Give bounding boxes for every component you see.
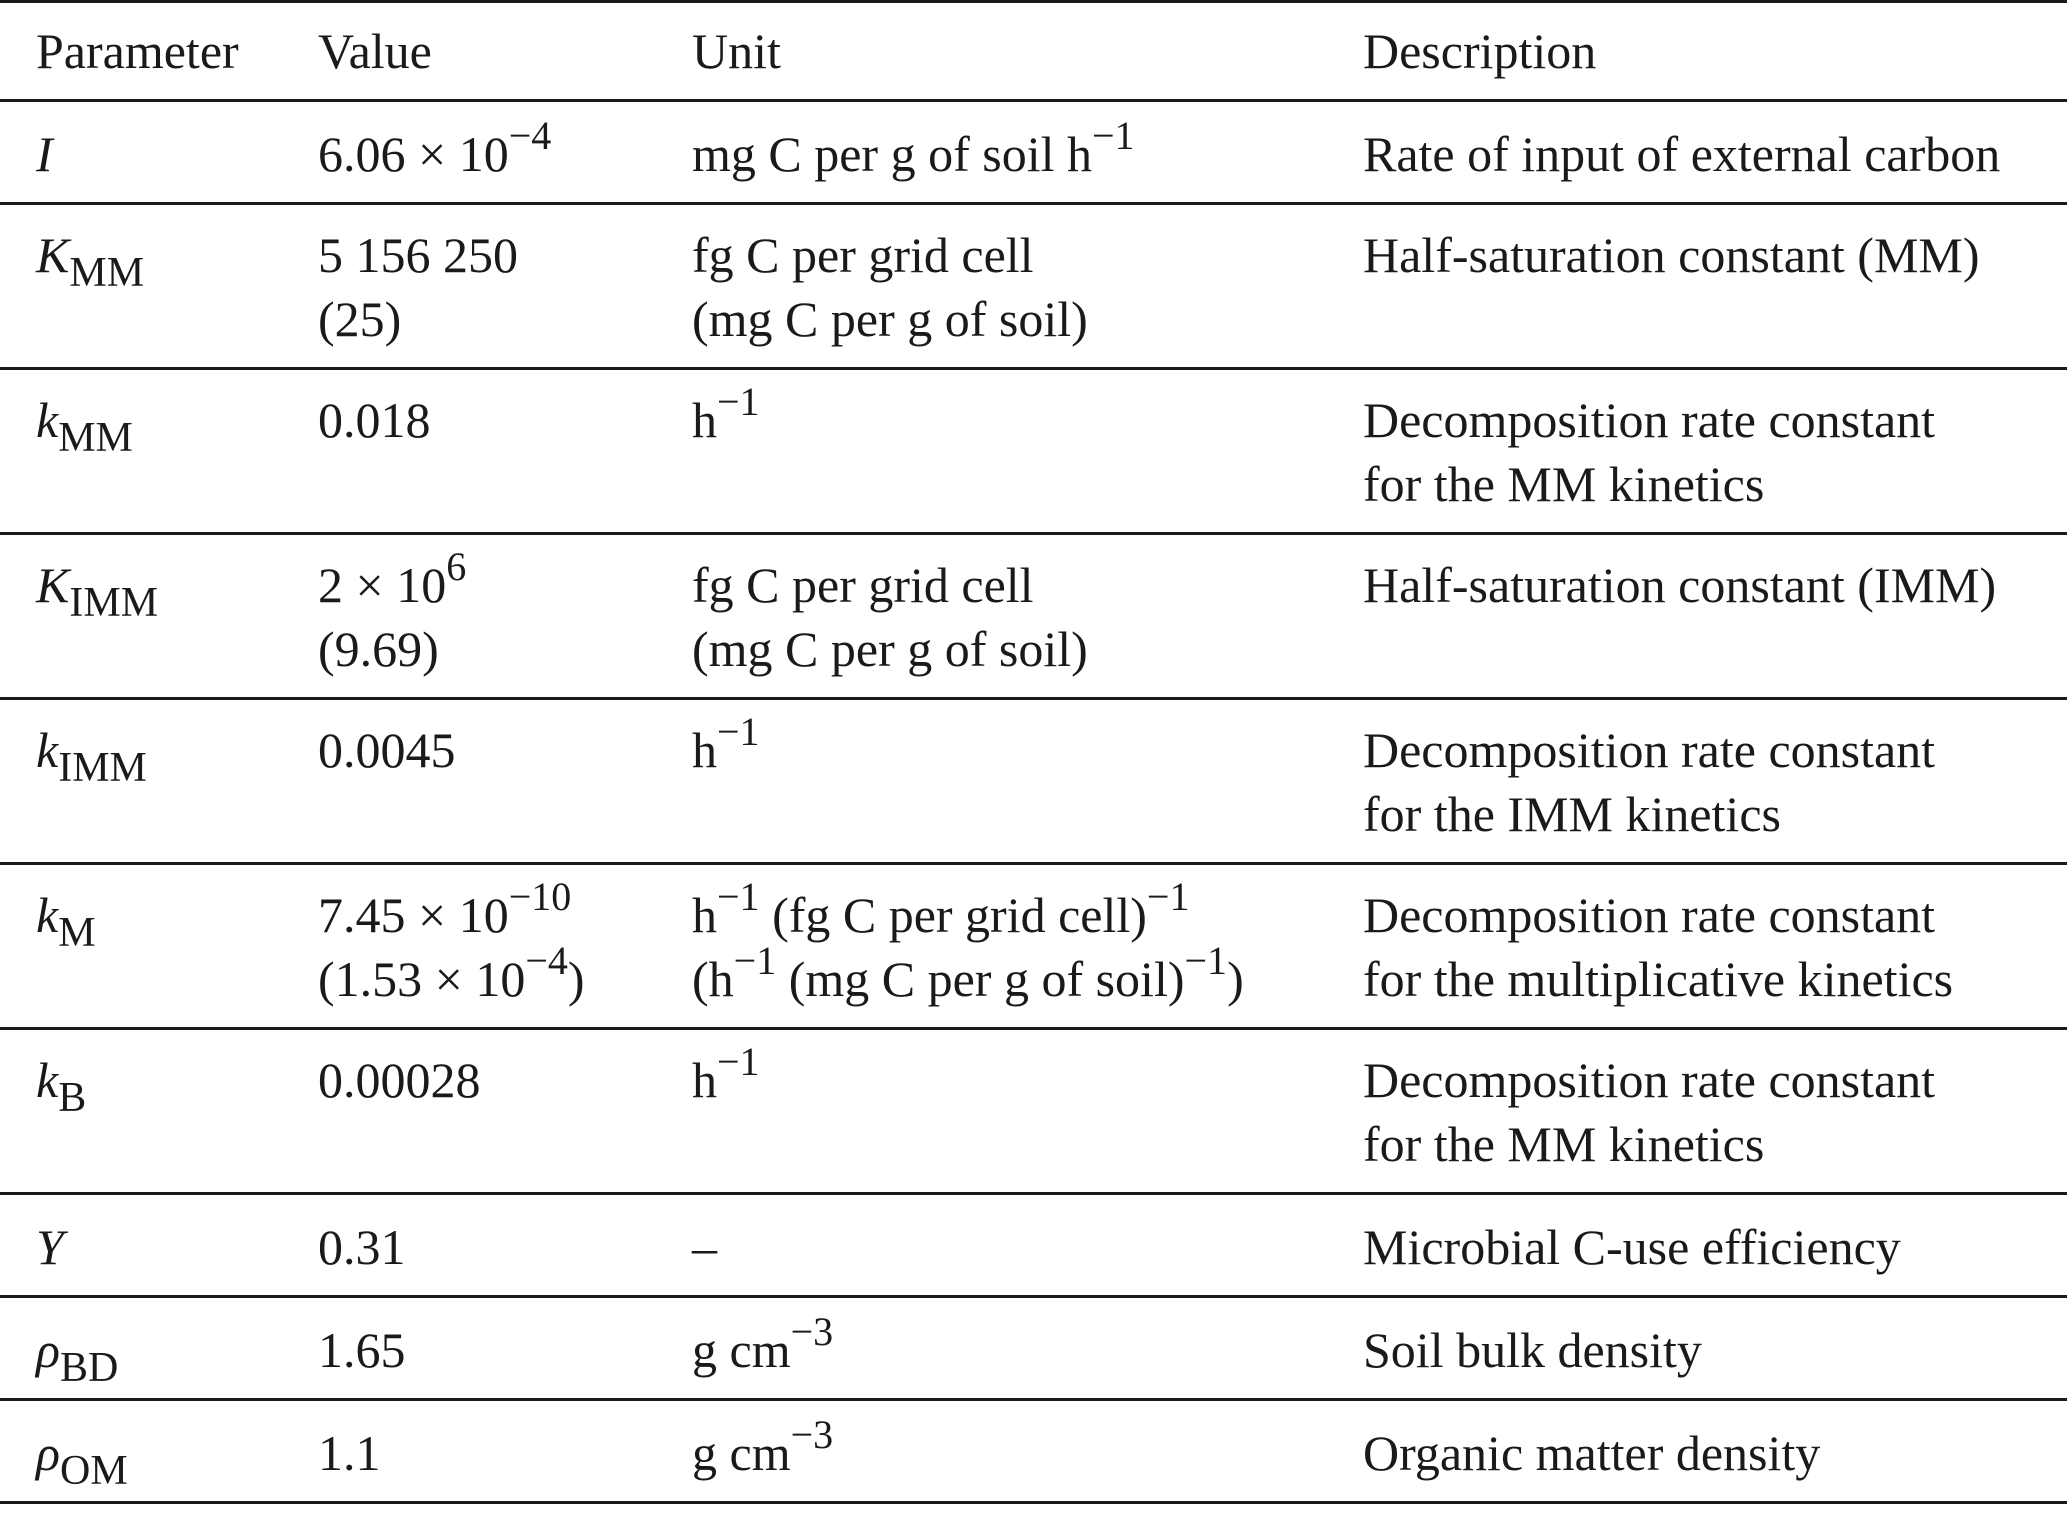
description-line1: Decomposition rate constant — [1363, 392, 1936, 448]
value-line1: 5 156 250 — [318, 227, 518, 283]
description-line2: for the multiplicative kinetics — [1363, 951, 1954, 1007]
value-cell — [318, 864, 692, 1029]
value-line1: 1.1 — [318, 1425, 381, 1481]
param-subscript: MM — [58, 415, 133, 461]
unit-line2a: (mg C per g of soil) — [692, 291, 1088, 347]
value-line1: 0.0045 — [318, 722, 456, 778]
table-row — [0, 1194, 2067, 1297]
table-row — [0, 699, 2067, 864]
unit-cell — [692, 101, 1363, 204]
description-line1: Organic matter density — [1363, 1425, 1821, 1481]
param-symbol: k — [36, 887, 59, 943]
param-symbol: k — [36, 722, 59, 778]
param-symbol-cell — [0, 101, 318, 204]
value-line1: 1.65 — [318, 1322, 406, 1378]
value-cell — [318, 1297, 692, 1400]
unit-line2a: (mg C per g of soil) — [692, 621, 1088, 677]
value-cell — [318, 699, 692, 864]
unit-line1a-sup: −1 — [717, 1039, 760, 1084]
param-symbol: Y — [36, 1219, 64, 1275]
param-subscript: B — [58, 1075, 87, 1121]
unit-line1a-sup: −1 — [717, 874, 760, 919]
value-cell — [318, 101, 692, 204]
description-cell — [1363, 1297, 2067, 1400]
description-line2: for the MM kinetics — [1363, 1116, 1765, 1172]
value-line1: 7.45 × 10 — [318, 887, 509, 943]
param-symbol-cell — [0, 204, 318, 369]
unit-cell — [692, 534, 1363, 699]
description-cell — [1363, 369, 2067, 534]
description-line1: Decomposition rate constant — [1363, 887, 1936, 943]
description-cell — [1363, 1194, 2067, 1297]
value-line1: 0.018 — [318, 392, 431, 448]
value-line1-sup: 6 — [446, 544, 467, 589]
param-symbol: ρ — [36, 1425, 60, 1481]
description-line1: Half-saturation constant (IMM) — [1363, 557, 1997, 613]
value-cell — [318, 1029, 692, 1194]
unit-line1a: h — [692, 392, 717, 448]
unit-line2a-sup: −1 — [733, 938, 777, 983]
param-symbol-cell — [0, 534, 318, 699]
description-line1: Decomposition rate constant — [1363, 1052, 1936, 1108]
value-line1-sup: −10 — [508, 874, 572, 919]
header-unit: Unit — [692, 23, 781, 79]
unit-cell — [692, 1194, 1363, 1297]
table-header-row — [0, 2, 2067, 101]
unit-line2a: (h — [692, 951, 734, 1007]
param-subscript: BD — [60, 1345, 119, 1391]
unit-line2b-sup: −1 — [1184, 938, 1228, 983]
table-row — [0, 1029, 2067, 1194]
param-symbol-cell — [0, 369, 318, 534]
value-line1-sup: −4 — [508, 113, 552, 158]
param-symbol-cell — [0, 1297, 318, 1400]
value-line1: 6.06 × 10 — [318, 126, 509, 182]
value-line2: (1.53 × 10 — [318, 951, 526, 1007]
unit-line1a-sup: −1 — [717, 709, 760, 754]
param-symbol: K — [36, 557, 70, 613]
unit-line1a: mg C per g of soil h — [692, 126, 1092, 182]
header-description: Description — [1363, 23, 1597, 79]
unit-line1a: g cm — [692, 1322, 791, 1378]
description-line2: for the IMM kinetics — [1363, 786, 1781, 842]
param-subscript: OM — [60, 1448, 128, 1494]
table-row — [0, 1297, 2067, 1400]
param-symbol: ρ — [36, 1322, 60, 1378]
table-row — [0, 534, 2067, 699]
unit-line1a-sup: −3 — [790, 1309, 834, 1354]
value-line1: 0.00028 — [318, 1052, 481, 1108]
param-subscript: MM — [69, 250, 145, 296]
unit-cell — [692, 369, 1363, 534]
param-symbol: K — [36, 227, 70, 283]
value-cell — [318, 534, 692, 699]
param-symbol: I — [36, 126, 53, 182]
table-row — [0, 204, 2067, 369]
description-cell — [1363, 534, 2067, 699]
unit-cell — [692, 699, 1363, 864]
value-cell — [318, 204, 692, 369]
header-parameter: Parameter — [36, 23, 239, 79]
unit-line1a: fg C per grid cell — [692, 227, 1034, 283]
param-symbol-cell — [0, 1400, 318, 1503]
param-symbol: k — [36, 392, 59, 448]
param-symbol-cell — [0, 699, 318, 864]
value-line2-end: ) — [567, 951, 585, 1007]
value-cell — [318, 1400, 692, 1503]
description-cell — [1363, 699, 2067, 864]
unit-line2c: ) — [1227, 951, 1244, 1007]
value-line1: 0.31 — [318, 1219, 406, 1275]
value-line2: (25) — [318, 291, 402, 347]
description-line1: Decomposition rate constant — [1363, 722, 1936, 778]
header-value: Value — [318, 23, 432, 79]
description-cell — [1363, 1400, 2067, 1503]
unit-line1a: h — [692, 722, 717, 778]
unit-line1a-sup: −3 — [790, 1412, 834, 1457]
unit-line1a: – — [692, 1219, 717, 1275]
param-subscript: IMM — [69, 580, 159, 626]
value-line2: (9.69) — [318, 621, 439, 677]
param-symbol-cell — [0, 1029, 318, 1194]
param-subscript: M — [58, 910, 96, 956]
param-symbol-cell — [0, 864, 318, 1029]
unit-line1a: fg C per grid cell — [692, 557, 1034, 613]
table-row — [0, 369, 2067, 534]
table-row — [0, 101, 2067, 204]
unit-cell — [692, 1400, 1363, 1503]
unit-line1a: h — [692, 887, 717, 943]
description-line1: Microbial C-use efficiency — [1363, 1219, 1901, 1275]
unit-cell — [692, 864, 1363, 1029]
table-row — [0, 1400, 2067, 1503]
value-cell — [318, 1194, 692, 1297]
value-cell — [318, 369, 692, 534]
description-cell — [1363, 204, 2067, 369]
description-line1: Half-saturation constant (MM) — [1363, 227, 1980, 283]
unit-line1a-sup: −1 — [717, 379, 760, 424]
description-line1: Soil bulk density — [1363, 1322, 1702, 1378]
unit-line1a: h — [692, 1052, 717, 1108]
unit-cell — [692, 1297, 1363, 1400]
unit-cell — [692, 204, 1363, 369]
param-subscript: IMM — [58, 745, 147, 791]
table-row — [0, 864, 2067, 1029]
description-cell — [1363, 864, 2067, 1029]
value-line2-sup: −4 — [525, 938, 568, 983]
unit-line1a: g cm — [692, 1425, 791, 1481]
unit-line1b-sup: −1 — [1146, 874, 1190, 919]
description-cell — [1363, 1029, 2067, 1194]
unit-line2b: (mg C per g of soil) — [776, 951, 1185, 1007]
unit-line1a-sup: −1 — [1091, 113, 1135, 158]
description-line2: for the MM kinetics — [1363, 456, 1765, 512]
unit-line1b: (fg C per grid cell) — [759, 887, 1147, 943]
value-line1: 2 × 10 — [318, 557, 447, 613]
param-symbol: k — [36, 1052, 59, 1108]
description-cell — [1363, 101, 2067, 204]
description-line1: Rate of input of external carbon — [1363, 126, 2001, 182]
unit-cell — [692, 1029, 1363, 1194]
param-symbol-cell — [0, 1194, 318, 1297]
